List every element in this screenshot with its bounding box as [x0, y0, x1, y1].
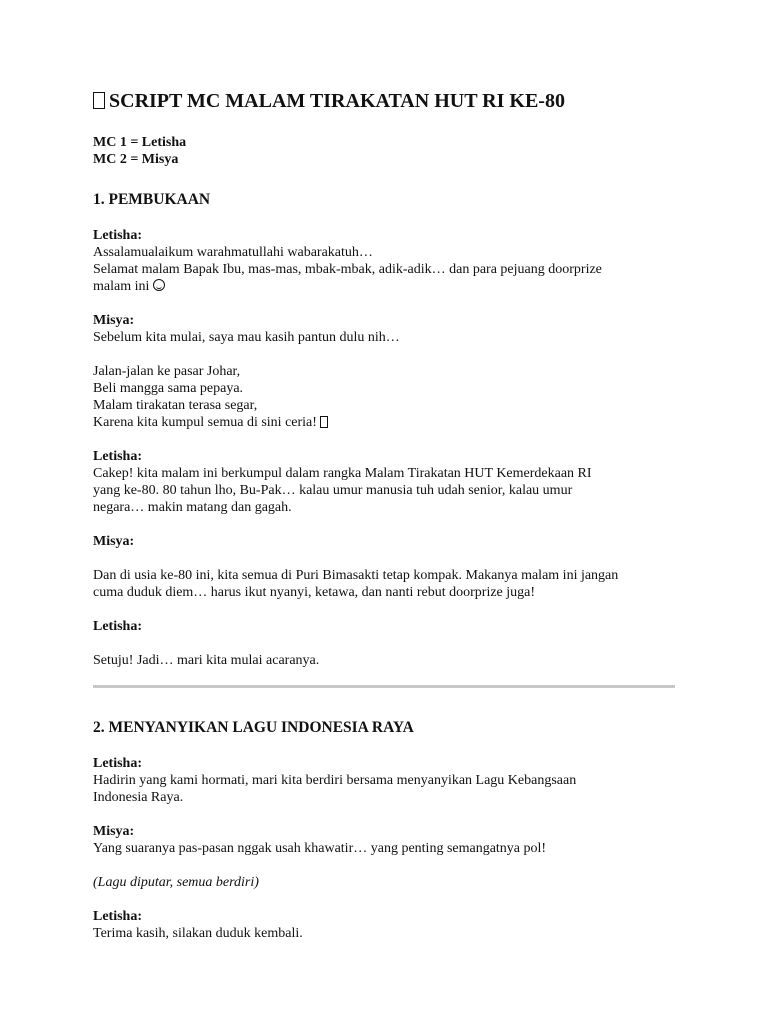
dialogue-line: Setuju! Jadi… mari kita mulai acaranya. [93, 653, 320, 668]
section-divider [93, 685, 675, 688]
dialogue-block [93, 618, 675, 669]
mc-2-line: MC 2 = Misya [93, 152, 179, 167]
pantun-line: Beli mangga sama pepaya. [93, 381, 244, 396]
dialogue-line: negara… makin matang dan gagah. [93, 500, 292, 515]
dialogue-block [93, 823, 675, 857]
dialogue-block [93, 755, 675, 806]
dialogue-line: cuma duduk diem… harus ikut nyanyi, ketawa, dan nanti rebut doorprize juga! [93, 585, 536, 600]
speaker-name: Misya: [93, 534, 135, 549]
stage-note-block [93, 874, 675, 891]
dialogue-line: Selamat malam Bapak Ibu, mas-mas, mbak-mbak, adik-adik… dan para pejuang doorprize [93, 262, 602, 277]
speaker-name: Letisha: [93, 449, 142, 464]
mc-list [93, 134, 675, 168]
document-title [93, 88, 675, 114]
stage-note: (Lagu diputar, semua berdiri) [93, 875, 259, 890]
dialogue-block [93, 533, 675, 601]
title-text: SCRIPT MC MALAM TIRAKATAN HUT RI KE-80 [109, 90, 565, 112]
dialogue-text: malam ini [93, 279, 150, 294]
pantun-block [93, 363, 675, 431]
dialogue-line: Hadirin yang kami hormati, mari kita berdiri bersama menyanyikan Lagu Kebangsaan [93, 773, 577, 788]
pantun-line: Jalan-jalan ke pasar Johar, [93, 364, 241, 379]
smiley-emoji-icon [153, 279, 165, 291]
section-heading-indonesia-raya: 2. MENYANYIKAN LAGU INDONESIA RAYA [93, 719, 414, 736]
speaker-name: Misya: [93, 313, 135, 328]
dialogue-line: Indonesia Raya. [93, 790, 184, 805]
dialogue-line: Sebelum kita mulai, saya mau kasih pantun dulu nih… [93, 330, 400, 345]
speaker-name: Letisha: [93, 909, 142, 924]
speaker-name: Letisha: [93, 228, 142, 243]
mc-1-line: MC 1 = Letisha [93, 135, 187, 150]
pantun-line [93, 414, 675, 431]
dialogue-line: Terima kasih, silakan duduk kembali. [93, 926, 303, 941]
dialogue-block [93, 448, 675, 516]
pantun-text: Karena kita kumpul semua di sini ceria! [93, 415, 317, 430]
speaker-name: Letisha: [93, 756, 142, 771]
speaker-name: Misya: [93, 824, 135, 839]
dialogue-line: Yang suaranya pas-pasan nggak usah khawatir… yang penting semangatnya pol! [93, 841, 547, 856]
dialogue-line: yang ke-80. 80 tahun lho, Bu-Pak… kalau umur manusia tuh udah senior, kalau umur [93, 483, 573, 498]
dialogue-line: Assalamualaikum warahmatullahi wabarakatuh… [93, 245, 373, 260]
pantun-line: Malam tirakatan terasa segar, [93, 398, 258, 413]
dialogue-line [93, 278, 675, 295]
dialogue-line: Dan di usia ke-80 ini, kita semua di Puri Bimasakti tetap kompak. Makanya malam ini jangan [93, 568, 619, 583]
section-heading-pembukaan: 1. PEMBUKAAN [93, 191, 211, 208]
missing-emoji-icon [320, 416, 328, 428]
dialogue-block [93, 908, 675, 942]
speaker-name: Letisha: [93, 619, 142, 634]
dialogue-block [93, 227, 675, 295]
missing-glyph-icon [93, 92, 105, 109]
dialogue-line: Cakep! kita malam ini berkumpul dalam rangka Malam Tirakatan HUT Kemerdekaan RI [93, 466, 592, 481]
dialogue-block [93, 312, 675, 346]
